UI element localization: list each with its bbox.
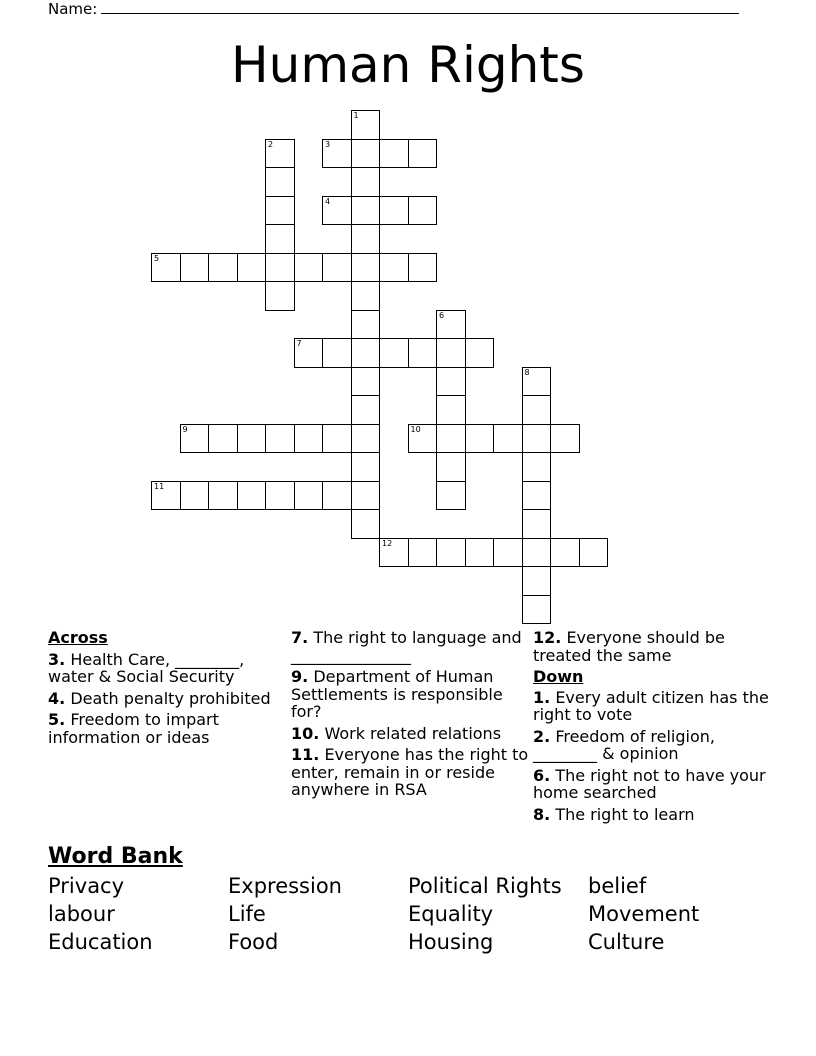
grid-cell[interactable] xyxy=(522,566,552,596)
grid-cell[interactable] xyxy=(265,224,295,254)
word-bank-item: belief xyxy=(588,874,647,898)
grid-cell[interactable] xyxy=(265,424,295,454)
grid-cell[interactable] xyxy=(550,424,580,454)
clue-across-11: 11. Everyone has the right to enter, remain in or reside anywhere in RSA xyxy=(291,745,529,799)
grid-cell[interactable] xyxy=(465,424,495,454)
grid-cell[interactable] xyxy=(436,310,466,340)
grid-cell[interactable] xyxy=(180,253,210,283)
grid-cell[interactable] xyxy=(265,196,295,226)
grid-cell[interactable] xyxy=(436,452,466,482)
cell-number: 1 xyxy=(353,111,359,120)
grid-cell[interactable] xyxy=(522,452,552,482)
grid-cell[interactable] xyxy=(351,395,381,425)
grid-cell[interactable] xyxy=(379,538,409,568)
grid-cell[interactable] xyxy=(265,281,295,311)
down-heading: Down xyxy=(533,667,584,686)
cell-number: 9 xyxy=(182,424,188,434)
clue-across-12: 12. Everyone should be treated the same xyxy=(533,628,725,665)
grid-cell[interactable] xyxy=(351,196,381,226)
grid-cell[interactable] xyxy=(208,253,238,283)
clue-across-4: 4. Death penalty prohibited xyxy=(48,688,271,708)
cell-number: 8 xyxy=(524,367,530,377)
grid-cell[interactable] xyxy=(379,338,409,368)
clues-column-1 xyxy=(48,629,288,750)
grid-cell[interactable] xyxy=(522,538,552,568)
cell-number: 6 xyxy=(439,310,445,320)
word-bank-item: labour xyxy=(48,902,115,926)
grid-cell[interactable] xyxy=(408,538,438,568)
grid-cell[interactable] xyxy=(322,253,352,283)
grid-cell[interactable] xyxy=(408,196,438,226)
cell-number: 7 xyxy=(296,339,302,348)
word-bank-item: Equality xyxy=(408,902,494,926)
grid-cell[interactable] xyxy=(408,338,438,368)
word-bank-item: Food xyxy=(228,930,279,954)
grid-cell[interactable] xyxy=(180,424,210,454)
word-bank-item: Culture xyxy=(588,930,665,954)
grid-cell[interactable] xyxy=(436,538,466,568)
word-bank-item: Housing xyxy=(408,930,494,954)
grid-cell[interactable] xyxy=(265,139,295,169)
grid-cell[interactable] xyxy=(294,253,324,283)
cell-number: 4 xyxy=(325,196,331,206)
grid-cell[interactable] xyxy=(522,395,552,425)
grid-cell[interactable] xyxy=(436,367,466,397)
across-heading: Across xyxy=(48,628,108,647)
word-bank-title: Word Bank xyxy=(48,844,183,869)
clue-down-1: 1. Every adult citizen has the right to vote xyxy=(533,687,769,724)
clue-across-9: 9. Department of Human Settlements is responsible for? xyxy=(291,667,503,721)
grid-cell[interactable] xyxy=(436,338,466,368)
grid-cell[interactable] xyxy=(351,509,381,539)
grid-cell[interactable] xyxy=(493,424,523,454)
cell-number: 10 xyxy=(410,424,421,434)
grid-cell[interactable] xyxy=(550,538,580,568)
grid-cell[interactable] xyxy=(322,139,352,169)
cell-number: 5 xyxy=(154,253,160,263)
grid-cell[interactable] xyxy=(465,338,495,368)
word-bank-item: Movement xyxy=(588,902,700,926)
grid-cell[interactable] xyxy=(351,452,381,482)
grid-cell[interactable] xyxy=(579,538,609,568)
clue-across-3: 3. Health Care, ________, water & Social Security xyxy=(48,649,245,686)
grid-cell[interactable] xyxy=(379,196,409,226)
clue-down-6: 6. The right not to have your home searched xyxy=(533,765,766,802)
grid-cell[interactable] xyxy=(436,481,466,511)
grid-cell[interactable] xyxy=(465,538,495,568)
grid-cell[interactable] xyxy=(322,338,352,368)
grid-cell[interactable] xyxy=(351,310,381,340)
grid-cell[interactable] xyxy=(522,481,552,511)
grid-cell[interactable] xyxy=(322,424,352,454)
word-bank-item: Expression xyxy=(228,874,342,898)
grid-cell[interactable] xyxy=(237,424,267,454)
cell-number: 2 xyxy=(268,139,274,149)
grid-cell[interactable] xyxy=(351,367,381,397)
grid-cell[interactable] xyxy=(322,196,352,226)
grid-cell[interactable] xyxy=(265,253,295,283)
page-title: Human Rights xyxy=(231,36,585,94)
grid-cell[interactable] xyxy=(379,139,409,169)
grid-cell[interactable] xyxy=(408,253,438,283)
word-bank-item: Privacy xyxy=(48,874,125,898)
grid-cell[interactable] xyxy=(351,481,381,511)
grid-cell[interactable] xyxy=(436,424,466,454)
grid-cell[interactable] xyxy=(294,481,324,511)
grid-cell[interactable] xyxy=(351,338,381,368)
clue-down-8: 8. The right to learn xyxy=(533,804,695,824)
grid-cell[interactable] xyxy=(151,481,181,511)
grid-cell[interactable] xyxy=(522,509,552,539)
clue-down-2: 2. Freedom of religion, ________ & opinion xyxy=(533,726,715,763)
clue-across-10: 10. Work related relations xyxy=(291,723,502,743)
grid-cell[interactable] xyxy=(322,481,352,511)
grid-cell[interactable] xyxy=(180,481,210,511)
grid-cell[interactable] xyxy=(294,424,324,454)
grid-cell[interactable] xyxy=(436,395,466,425)
clue-across-5: 5. Freedom to impart information or ideas xyxy=(48,710,219,747)
clue-across-7: 7. The right to language and _______________ xyxy=(291,628,522,665)
grid-cell[interactable] xyxy=(265,481,295,511)
grid-cell[interactable] xyxy=(351,139,381,169)
grid-cell[interactable] xyxy=(408,139,438,169)
cell-number: 12 xyxy=(382,538,393,548)
cell-number: 11 xyxy=(154,481,165,491)
grid-cell[interactable] xyxy=(237,253,267,283)
grid-cell[interactable] xyxy=(237,481,267,511)
grid-cell[interactable] xyxy=(351,224,381,254)
grid-cell[interactable] xyxy=(151,253,181,283)
grid-cell[interactable] xyxy=(351,167,381,197)
grid-cell[interactable] xyxy=(208,481,238,511)
grid-cell[interactable] xyxy=(522,424,552,454)
grid-cell[interactable] xyxy=(208,424,238,454)
grid-cell[interactable] xyxy=(408,424,438,454)
grid-cell[interactable] xyxy=(351,110,381,140)
word-bank-item: Political Rights xyxy=(408,874,562,898)
word-bank-item: Education xyxy=(48,930,153,954)
name-label: Name: xyxy=(48,0,98,18)
grid-cell[interactable] xyxy=(294,338,324,368)
cell-number: 3 xyxy=(325,139,331,149)
word-bank-item: Life xyxy=(228,902,266,926)
grid-cell[interactable] xyxy=(379,253,409,283)
grid-cell[interactable] xyxy=(493,538,523,568)
grid-cell[interactable] xyxy=(265,167,295,197)
clues-column-2 xyxy=(291,629,531,803)
grid-cell[interactable] xyxy=(522,367,552,397)
clues-column-3 xyxy=(533,629,773,827)
grid-cell[interactable] xyxy=(351,424,381,454)
grid-cell[interactable] xyxy=(351,253,381,283)
grid-cell[interactable] xyxy=(351,281,381,311)
word-bank xyxy=(48,872,788,956)
grid-cell[interactable] xyxy=(522,595,552,625)
